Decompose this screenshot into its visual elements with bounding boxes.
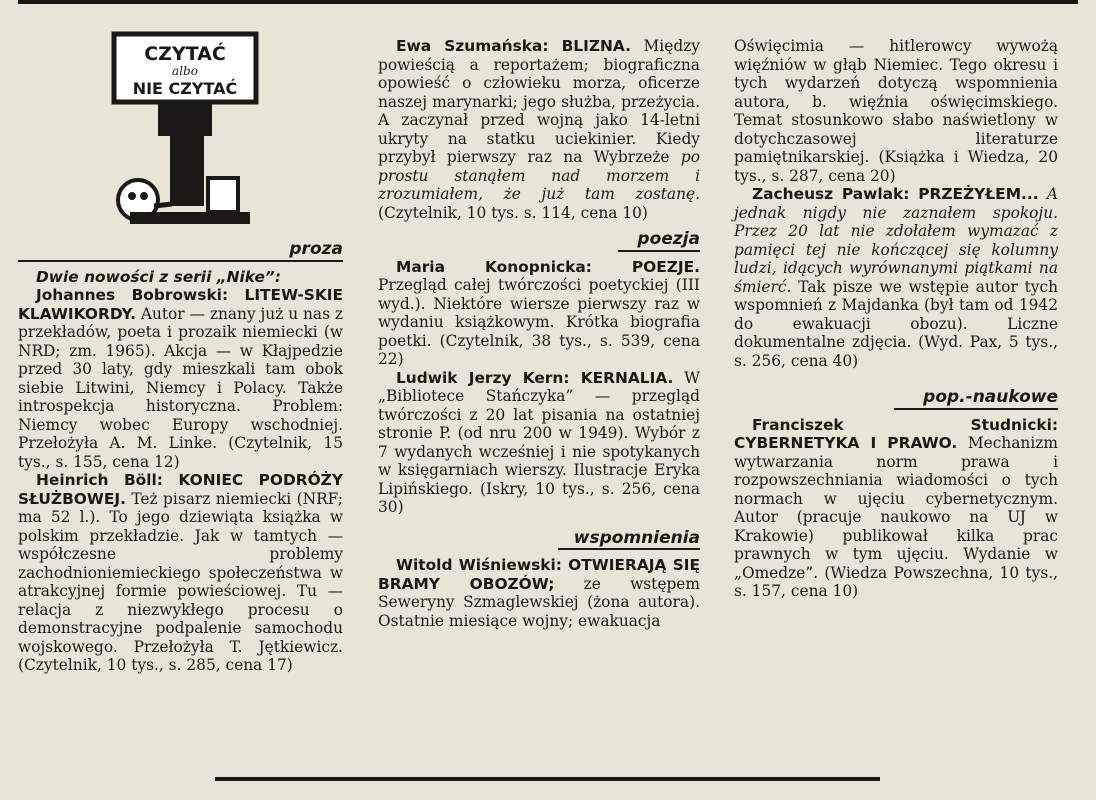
entry-author: Maria Konopnicka: POEZJE. <box>396 257 700 276</box>
entry-author: Johannes Bobrowski: LITEW-SKIE KLAWIKORDY. <box>18 286 343 323</box>
logo-line-1: CZYTAĆ <box>144 43 226 65</box>
entry-quote: po prostu stanąłem nad morzem i zrozumiałem, że już tam zostanę. <box>378 148 700 203</box>
entry-boll <box>18 471 343 675</box>
entry-author: Zacheusz Pawlak: PRZEŻYŁEM... <box>752 185 1039 203</box>
entry-studnicki <box>734 416 1058 601</box>
entry-konopnicka <box>378 258 700 369</box>
entry-szumanska <box>378 37 700 222</box>
czytac-albo-nie-czytac-logo <box>110 28 260 228</box>
entry-author: Ludwik Jerzy Kern: KERNALIA. <box>396 368 674 387</box>
entry-text: Też pisarz niemiecki (NRF; ma 52 l.). To jego dziewiąta książka w polskim przekładzie. Jak w tamtych — współczesne problemy zachodnioniemieckiego społeczeństwa w atrakcyjnej formie powieściowej. Tu — relacja z niezwykłego procesu o demonstracyjne podpalenie samochodu wojskowego. Przełożyła T. Jętkiewicz. (Czytelnik, 10 tys., s. 285, cena 17) <box>18 489 343 674</box>
column-2 <box>378 37 700 630</box>
entry-author: Franciszek Studnicki: CYBERNETYKA I PRAWO. <box>734 415 1058 452</box>
series-intro: Dwie nowości z serii „Nike”: <box>36 267 281 286</box>
entry-tail: (Czytelnik, 10 tys. s. 114, cena 10) <box>378 203 648 222</box>
entry-bobrowski <box>18 286 343 471</box>
logo-line-2: albo <box>172 64 198 78</box>
entry-author: Witold Wiśniewski: OTWIERAJĄ SIĘ BRAMY OBOZÓW; <box>378 556 700 593</box>
logo-line-3: NIE CZYTAĆ <box>132 79 238 98</box>
entry-text: W „Bibliotece Stańczyka” — przegląd twórczości z 20 lat pisania na ostatniej stronie P. (od nru 200 w 1949). Wybór z 7 wydanych wcześniej i nie spotykanych w księgarniach wierszy. Ilustracje Eryka Lipińskiego. (Iskry, 10 tys., s. 256, cena 30) <box>378 368 700 516</box>
entry-text: Autor — znany już u nas z przekładów, poeta i prozaik niemiecki (w NRD; zm. 1965). Akcja — w Kłajpedzie przed 30 laty, gdy mieszkali tam obok siebie Litwini, Niemcy i Polacy. Także introspekcja historyczna. Problem: Niemcy wobec Europy wschodniej. Przełożyła A. M. Linke. (Czytelnik, 15 tys., s. 155, cena 12) <box>18 304 344 471</box>
column-1 <box>18 0 343 675</box>
entry-wisniewski-continued: Oświęcimia — hitlerowcy wywożą więźniów w głąb Niemiec. Tego okresu i tych wydarzeń dotyczą wspomnienia autora, b. więźnia oświęcimskiego. Temat stosunkowo słabo naświetlony w dotychczasowej literaturze pamiętnikarskiej. (Książka i Wiedza, 20 tys., s. 287, cena 20) <box>734 37 1058 185</box>
entry-text: Między powieścią a reportażem; biograficzna opowieść o człowieku morza, oficerze naszej marynarki; jego służba, przeżycia. A zaczynał przed wojną jako 14-letni ukryty na statku uciekinier. Kiedy przybył pierwszy raz na Wybrzeże <box>378 37 700 166</box>
entry-kern <box>378 369 700 517</box>
entry-pawlak <box>734 185 1058 370</box>
entry-quote: A jednak nigdy nie zaznałem spokoju. Przez 20 lat nie zdołałem wymazać z pamięci tej nie kończącej się kolumny ludzi, idących wyrównanymi piątkami na śmierć. <box>734 185 1058 296</box>
entry-author: Heinrich Böll: KONIEC PODRÓŻY SŁUŻBOWEJ. <box>18 471 343 508</box>
entry-text: ze wstępem Seweryny Szmaglewskiej (żona autora). Ostatnie miesiące wojny; ewakuacja <box>378 574 700 630</box>
entry-wisniewski <box>378 556 700 630</box>
entry-text: Przegląd całej twórczości poetyckiej (III wyd.). Niektóre wiersze pierwszy raz w wydaniu książkowym. Krótka biografia poetki. (Czytelnik, 38 tys., s. 539, cena 22) <box>378 276 700 368</box>
reader-illustration-icon <box>110 28 260 228</box>
section-poezja: poezja <box>618 230 700 252</box>
section-wspomnienia: wspomnienia <box>558 529 700 551</box>
entry-text: Tak pisze we wstępie autor tych wspomnień z Majdanka (był tam od 1942 do ewakuacji obozu). Liczne dokumentalne zdjęcia. (Wyd. Pax, 5 tys., s. 256, cena 40) <box>734 277 1058 370</box>
section-proza: proza <box>18 240 343 262</box>
entry-text: Mechanizm wytwarzania norm prawa i rozpowszechniania wiadomości o tych normach w ujęciu cybernetycznym. Autor (pracuje naukowo na UJ w Krakowie) publikował kilka prac prawnych w tym ujęciu. Wydanie w „Omedze”. (Wiedza Powszechna, 10 tys., s. 157, cena 10) <box>734 434 1058 600</box>
column-3 <box>734 37 1058 601</box>
entry-author: Ewa Szumańska: BLIZNA. <box>396 37 631 55</box>
section-popnaukowe: pop.-naukowe <box>894 388 1058 410</box>
bottom-rule <box>215 777 880 781</box>
